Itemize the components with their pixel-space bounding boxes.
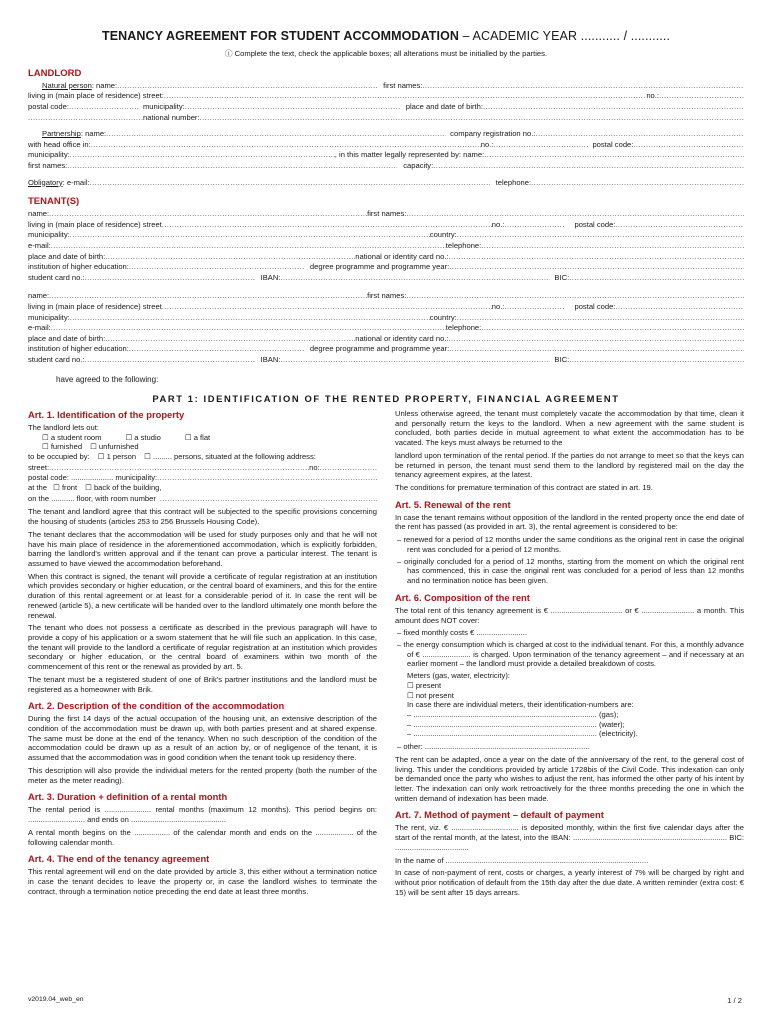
art7-paragraph-2[interactable]: In the name of ................................................................................................ — [395, 855, 649, 865]
tenant-1-municipality-line[interactable]: municipality: ..... country: ..... — [28, 230, 744, 241]
art6-other[interactable]: – other: .............................................................................. — [397, 742, 590, 752]
art3-heading: Art. 3. Duration + definition of a rental month — [28, 791, 228, 803]
art2-heading: Art. 2. Description of the condition of the accommodation — [28, 700, 285, 712]
tenant-1-bank-line[interactable]: student card no.: ..... IBAN: ..... BIC: ..... — [28, 272, 744, 283]
checkbox-front[interactable]: ☐ front — [53, 483, 77, 493]
art7-paragraph-3: In case of non-payment of rent, costs or charges, a yearly interest of 7% will be charged by right and without prior notification of default from the 15th day after the due date. A written reminder (extra cost: € 15) will be sent after 15 days arrears. — [395, 868, 744, 897]
art1-lets-out: The landlord lets out: — [28, 422, 99, 432]
occupancy-line: to be occupied by: ☐ 1 person☐ ......... persons, situated at the following address: — [28, 452, 377, 462]
right-column — [395, 409, 744, 901]
document-page — [28, 28, 744, 901]
building-position-line: at the ☐ front☐ back of the building, — [28, 483, 377, 493]
tenant-1-institution-line[interactable]: institution of higher education: ..... degree programme and programme year: ..... — [28, 261, 744, 272]
meters-label: Meters (gas, water, electricity): — [407, 671, 510, 681]
tenant-1-name-line[interactable]: name: ..... first names: ..... — [28, 208, 744, 219]
left-column — [28, 409, 377, 901]
checkbox-meters-present[interactable]: ☐ present — [407, 681, 441, 691]
part1-heading: PART 1: IDENTIFICATION OF THE RENTED PROPERTY, FINANCIAL AGREEMENT — [152, 392, 620, 404]
title-main: TENANCY AGREEMENT FOR STUDENT ACCOMMODATION — [101, 29, 460, 43]
tenant-2-birth-line[interactable]: place and date of birth: ..... national or identity card no.: ..... — [28, 333, 744, 344]
tenant-1-email-line[interactable]: e-mail: ..... telephone: ..... — [28, 240, 744, 251]
art1-paragraph-3: When this contract is signed, the tenant will provide a certificate of regular registration at an institution which provides secondary or higher education, or the central board of examiners, and this for the entire duration of this rental agreement or at least for a considerable period of it. In case the rent will be renewed (article 5), a new certificate will be handed over to the landlord ultimately one month before the renewal. — [28, 571, 377, 620]
tenant-block-1 — [28, 208, 744, 282]
end-paragraph-1: Unless otherwise agreed, the tenant must completely vacate the accommodation by that time, clean it and personally return the keys to the landlord. When a new agreement with the same student is concluded, both parties decide in mutual agreement to what extent the accommodation has to be vacated. The keys must always be returned to the — [395, 408, 744, 448]
document-title — [28, 28, 744, 44]
art5-bullet-2: – originally concluded for a period of 12 months, starting from the moment on which the original rent has commenced, this in case the original rent was concluded for a period of less than 12 months and no termination notice has been given. — [397, 556, 744, 586]
art5-paragraph-1: In case the tenant remains without opposition of the landlord in the rented property once the end date of the rent has passed (as provided in art. 3), the rental agreement is considered to be: — [395, 512, 744, 532]
meter-ids-label: In case there are individual meters, their identification-numbers are: — [407, 700, 634, 710]
art7-paragraph-1[interactable]: The rent, viz. € ................................ is deposited monthly, within the first five calendar days after the start of the rental month, at the latest, into the IBAN: ......................................................................... BIC: ................................... — [395, 823, 744, 852]
art3-paragraph-2[interactable]: A rental month begins on the ................. of the calendar month and ends on the .................. of the following calendar month. — [28, 827, 377, 847]
checkbox-meters-not-present[interactable]: ☐ not present — [407, 691, 454, 701]
articles-columns — [28, 409, 744, 901]
art1-paragraph-5: The tenant must be a registered student of one of Brik's partner institutions and the landlord must be registered as a homeowner with Brik. — [28, 674, 377, 694]
landlord-heading: LANDLORD — [28, 67, 82, 79]
art6-energy[interactable]: – the energy consumption which is charged at cost to the individual tenant. For this, a monthly advance of € ....................... is charged. Upon termination of the tenancy agreement – and if necessary at an earlier moment – the landlord must provide a detailed breakdown of costs. — [397, 639, 744, 669]
instructions-notice: ⓘ Complete the text, check the applicable boxes; all alterations must be initialled by the parties. — [224, 49, 548, 58]
landlord-natural-line-4[interactable]: ..... national number: ..... — [28, 112, 744, 123]
meter-electricity-field[interactable]: – ....................................................................................... (electricity). — [407, 729, 638, 739]
art4-heading: Art. 4. The end of the tenancy agreement — [28, 853, 210, 865]
tenant-2-name-line[interactable]: name: ..... first names: ..... — [28, 291, 744, 302]
agreed-statement: have agreed to the following: — [56, 374, 159, 384]
checkbox-furnished[interactable]: ☐ furnished — [42, 442, 82, 452]
art6-paragraph-2: The rent can be adapted, once a year on the date of the anniversary of the rent, to the general cost of living. This under the conditions provided by article 1728bis of the Civil Code. This indexation can only be demanded once the party who wishes to adjust the rent, has informed the other party of his intent by letter. The indexation can only work retroactively for the three months preceding the one in which the written demand of indexation has been made. — [395, 754, 744, 803]
tenant-block-2 — [28, 291, 744, 365]
meter-water-field[interactable]: – ....................................................................................... (water); — [407, 719, 625, 729]
property-postal-line[interactable]: postal code: .................... municipality: ..... — [28, 472, 377, 483]
checkbox-back[interactable]: ☐ back of the building, — [85, 483, 161, 493]
landlord-partnership-line-4[interactable]: first names: ..... capacity: ..... — [28, 160, 744, 171]
tenant-2-email-line[interactable]: e-mail: ..... telephone: ..... — [28, 322, 744, 333]
art3-paragraph-1[interactable]: The rental period is ...................... rental months (maximum 12 months). This period begins on: ........................... and ends on ............................................. — [28, 805, 377, 825]
end-paragraph-3: The conditions for premature termination of this contract are stated in art. 19. — [395, 482, 653, 492]
checkbox-persons[interactable]: ☐ ......... persons, situated at the following address: — [144, 452, 316, 462]
tenant-1-street-line[interactable]: living in (main place of residence) street ..... no.: ..... postal code: ..... — [28, 219, 744, 230]
meters-options — [395, 681, 744, 700]
furnish-options — [28, 442, 377, 452]
property-type-options — [28, 433, 377, 443]
version-footer: v2019.04_web_en — [28, 996, 84, 1003]
checkbox-unfurnished[interactable]: ☐ unfurnished — [90, 442, 139, 452]
checkbox-student-room[interactable]: ☐ a student room — [42, 433, 101, 443]
property-street-line[interactable]: street: ..... no: ..... — [28, 462, 377, 473]
landlord-natural-line-1[interactable]: Natural person : name: ..... first names: ..... — [28, 80, 744, 91]
tenants-heading: TENANT(S) — [28, 196, 80, 208]
landlord-natural-line-3[interactable]: postal code: ..... municipality: ..... place and date of birth: ..... — [28, 101, 744, 112]
title-academic-year[interactable]: – ACADEMIC YEAR ........... / ........... — [459, 29, 671, 43]
checkbox-flat[interactable]: ☐ a flat — [185, 433, 210, 443]
art2-paragraph-2: This description will also provide the individual meters for the rented property (both the number of the meter as the meter reading). — [28, 765, 377, 785]
landlord-partnership-line-2[interactable]: with head office in: ..... no.: ..... postal code: ..... — [28, 139, 744, 150]
end-paragraph-2: landlord upon termination of the rental period. If the parties do not arrange to meet so that the keys can be returned in person, the tenant must send them to the landlord by registered mail on the day the tenancy agreement expires, at the latest. — [395, 450, 744, 480]
floor-room-line[interactable]: on the ........... floor, with room number ..... — [28, 493, 377, 504]
art7-heading: Art. 7. Method of payment – default of payment — [395, 809, 604, 821]
checkbox-one-person[interactable]: ☐ 1 person — [98, 452, 136, 462]
landlord-obligatory-line[interactable]: Obligatory : e-mail: ..... telephone: ..... — [28, 177, 744, 188]
landlord-natural-line-2[interactable]: living in (main place of residence) street: ..... no.: ..... — [28, 90, 744, 101]
art5-bullet-1: – renewed for a period of 12 months under the same conditions as the original rent in case the original rent was concluded for a period of 12 months. — [397, 535, 744, 554]
tenant-2-bank-line[interactable]: student card no.: ..... IBAN: ..... BIC: ..... — [28, 354, 744, 365]
tenant-2-street-line[interactable]: living in (main place of residence) street ..... no.: ..... postal code: ..... — [28, 301, 744, 312]
checkbox-studio[interactable]: ☐ a studio — [125, 433, 160, 443]
tenant-2-institution-line[interactable]: institution of higher education: ..... degree programme and programme year: ..... — [28, 344, 744, 355]
tenant-2-municipality-line[interactable]: municipality: ..... country: ..... — [28, 312, 744, 323]
art1-paragraph-4: The tenant who does not possess a certificate as described in the previous paragraph will have to provide a copy of his application or a sworn statement that he will file such an application. In this case, the tenant will provide to the landlord a certificate of regular registration at an institution which provides secondary or higher education, or the central board of examiners within two month of the commencement of this rent or the renewal as provided by art. 5. — [28, 623, 377, 672]
art5-heading: Art. 5. Renewal of the rent — [395, 498, 511, 510]
art1-paragraph-2: The tenant declares that the accommodation will be used for study purposes only and that he will not have his main place of residence in the aforementioned accommodation, which is explicitly forbidden, barring the landlord's written approval and if the tenant can prove a particular interest. The tenant is assumed to have viewed the accommodation beforehand. — [28, 529, 377, 568]
art6-heading: Art. 6. Composition of the rent — [395, 591, 530, 603]
art6-fixed-costs[interactable]: – fixed monthly costs € ........................ — [397, 628, 527, 638]
meter-gas-field[interactable]: – ....................................................................................... (gas); — [407, 709, 619, 719]
page-number: 1 / 2 — [727, 996, 742, 1005]
art2-paragraph-1: During the first 14 days of the actual occupation of the housing unit, an extensive description of the condition of the accommodation must be drawn up, with both parties present and at shared expense. The same must be done at the end of the tenancy. When no such description of the condition of the accommodation could be drawn up as a result of an action by, or of negligence of the tenant, it is assumed that the accommodation was in good condition when the tenant took up residency there. — [28, 714, 377, 763]
landlord-partnership-line-3[interactable]: municipality: ..... , in this matter legally represented by: name: ..... — [28, 149, 744, 160]
art4-paragraph-1: This rental agreement will end on the date provided by article 3, this either without a termination notice in case the tenant decides to leave the property or, in case the landlord wishes to terminate the contract, through a termination notice preceding the end date at least three months. — [28, 867, 377, 896]
art6-paragraph-1[interactable]: The total rent of this tenancy agreement is € .................................. or € ......................... a month. This amount does NOT cover: — [395, 605, 744, 625]
art1-heading: Art. 1. Identification of the property — [28, 408, 185, 420]
tenant-1-birth-line[interactable]: place and date of birth: ..... national or identity card no.: ..... — [28, 251, 744, 262]
landlord-partnership-line-1[interactable]: Partnership : name: ..... company registration no.: ..... — [28, 128, 744, 139]
art1-paragraph-1: The tenant and landlord agree that this contract will be subjected to the specific provisions concerning the housing of students (articles 253 to 256 Brussels Housing Code). — [28, 507, 377, 527]
